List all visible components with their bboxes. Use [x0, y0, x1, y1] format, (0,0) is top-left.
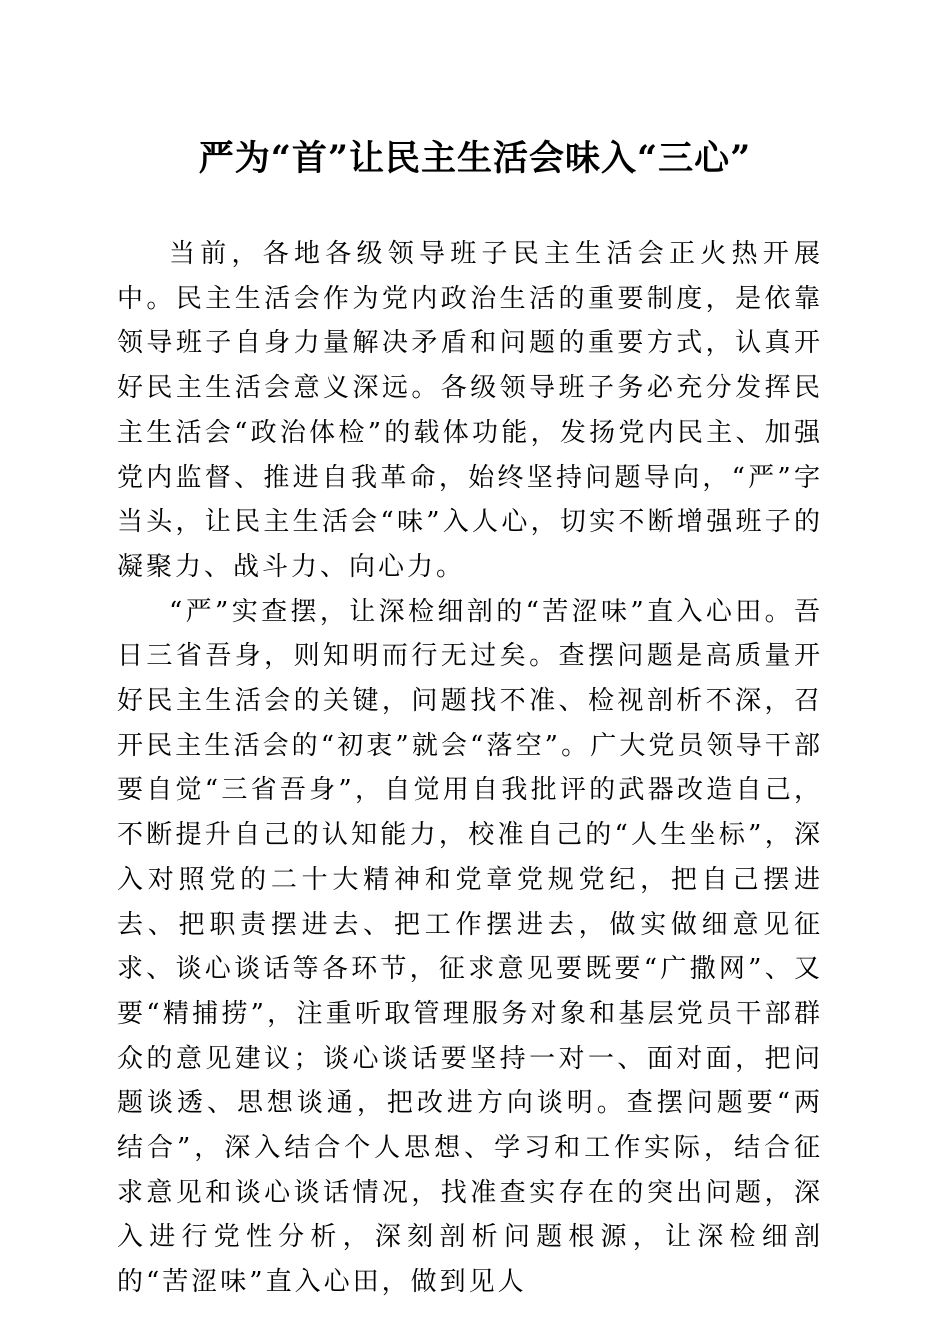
paragraph-self-examination: “严”实查摆，让深检细剖的“苦涩味”直入心田。吾日三省吾身，则知明而行无过矣。查摆问题是高质量开好民主生活会的关键，问题找不准、检视剖析不深，召开民主生活会的“初衷”就会“落空”。广大党员领导干部要自觉“三省吾身”，自觉用自我批评的武器改造自己，不断提升自己的认知能力，校准自己的“人生坐标”，深入对照党的二十大精神和党章党规党纪，把自己摆进去、把职责摆进去、把工作摆进去，做实做细意见征求、谈心谈话等各环节，征求意见要既要“广撒网”、又要“精捕捞”，注重听取管理服务对象和基层党员干部群众的意见建议；谈心谈话要坚持一对一、面对面，把问题谈透、思想谈通，把改进方向谈明。查摆问题要“两结合”，深入结合个人思想、学习和工作实际，结合征求意见和谈心谈话情况，找准查实存在的突出问题，深入进行党性分析，深刻剖析问题根源，让深检细剖的“苦涩味”直入心田，做到见人 — [117, 596, 823, 1298]
document-title: 严为“首”让民主生活会味入“三心” — [198, 138, 752, 179]
document-body — [117, 232, 823, 1305]
paragraph-intro: 当前，各地各级领导班子民主生活会正火热开展中。民主生活会作为党内政治生活的重要制度，是依靠领导班子自身力量解决矛盾和问题的重要方式，认真开好民主生活会意义深远。各级领导班子务必充分发挥民主生活会“政治体检”的载体功能，发扬党内民主、加强党内监督、推进自我革命，始终坚持问题导向，“严”字当头，让民主生活会“味”入人心，切实不断增强班子的凝聚力、战斗力、向心力。 — [117, 239, 823, 582]
